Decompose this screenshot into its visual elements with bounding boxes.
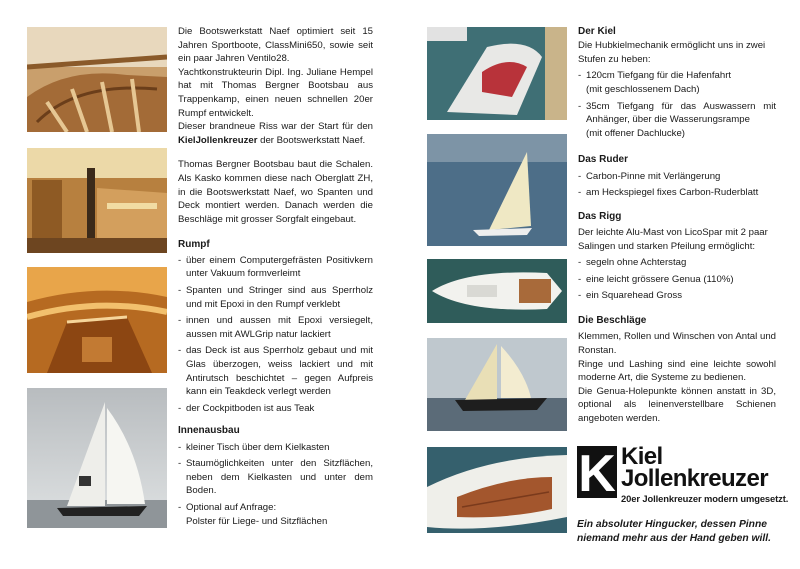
rumpf-heading: Rumpf (178, 238, 210, 250)
left-text-column (178, 25, 373, 531)
list-item: - ein Squarehead Gross (578, 289, 776, 303)
intro-paragraph-2: Yachtkonstrukteurin Dipl. Ing. Juliane Hempel hat mit Thomas Bergner Bootsbau aus Trappenkamp, einen neuen schnellen 20er Rumpf entwickelt. (178, 66, 373, 119)
rigg-text: Der leichte Alu-Mast von LicoSpar mit 2 paar Salingen und starken Pfeilung ermöglicht: (578, 227, 768, 252)
list-item-sub: (mit geschlossenem Dach) (586, 84, 700, 96)
innenausbau-heading: Innenausbau (178, 425, 240, 437)
list-item: - innen und aussen mit Epoxi versiegelt, aussen mit AWLGrip natur lackiert (178, 314, 373, 341)
deck-top-view-photo (427, 259, 567, 323)
logo-mark-letter: K (578, 446, 616, 498)
list-item-main: - 120cm Tiefgang für die Hafenfahrt (586, 70, 732, 82)
intro-paragraph-3: Dieser brandneue Riss war der Start für den KielJollenkreuzer der Bootswerkstatt Naef. (178, 121, 373, 146)
kiel-heading: Der Kiel (578, 26, 616, 37)
list-item-main: - 35cm Tiefgang für das Auswassern mit Anhänger, über die Wasserungsrampe (586, 100, 776, 126)
list-item: - das Deck ist aus Sperrholz gebaut und mit Glas überzogen, weiss lackiert und mit Antirutsch beschichtet – gegen Aufpreis kann ein Teakdeck verlegt werden (178, 344, 373, 398)
list-item-sub: (mit offener Dachlucke) (586, 127, 685, 139)
list-item: - Carbon-Pinne mit Verlängerung (578, 170, 776, 184)
docked-boat-photo (427, 27, 567, 120)
boat-under-sail-photo (427, 134, 567, 246)
kiel-list (578, 69, 776, 140)
workshop-interior-photo (27, 148, 167, 253)
list-item (178, 501, 373, 528)
rigg-list (578, 256, 776, 303)
crew-sailing-photo (427, 338, 567, 431)
wooden-cabin-photo (27, 267, 167, 373)
slogan: Ein absoluter Hingucker, dessen Pinne niemand mehr aus der Hand geben will. (577, 519, 771, 544)
hull-frame-photo (27, 27, 167, 132)
beschlaege-paragraph-3: Die Genua-Holepunkte können anstatt in 3D, optional als leinenverstellbare Schienen angeboten werden. (578, 385, 776, 424)
list-item: - am Heckspiegel fixes Carbon-Ruderblatt (578, 186, 776, 200)
innenausbau-list (178, 441, 373, 529)
rumpf-list (178, 254, 373, 416)
kiel-text: Die Hubkielmechanik ermöglicht uns in zwei Stufen zu heben: (578, 40, 766, 65)
beschlaege-paragraph-1: Klemmen, Rollen und Winschen von Antal und Ronstan. (578, 331, 776, 356)
beschlaege-heading: Die Beschläge (578, 315, 647, 327)
list-item: - Spanten und Stringer sind aus Sperrholz und mit Epoxi in den Rumpf verklebt (178, 284, 373, 311)
list-item: - über einem Computergefrästen Positivkern unter Vakuum formverleimt (178, 254, 373, 281)
k-logo-mark (577, 446, 617, 498)
list-item: - eine leicht grössere Genua (110%) (578, 273, 776, 287)
logo-tagline: 20er Jollenkreuzer modern umgesetzt. (621, 493, 789, 504)
list-item-main: - Optional auf Anfrage: (186, 502, 277, 514)
beschlaege-paragraph-2: Ringe und Lashing sind eine leichte sowohl moderne Art, die Systeme zu bedienen. (578, 358, 776, 384)
list-item: - der Cockpitboden ist aus Teak (178, 402, 373, 416)
ruder-list (578, 170, 776, 200)
list-item: - segeln ohne Achterstag (578, 256, 776, 270)
rigg-heading: Das Rigg (578, 210, 622, 222)
ruder-heading: Das Ruder (578, 154, 629, 166)
right-text-column (578, 25, 776, 426)
list-item (578, 69, 776, 96)
intro-paragraph-1: Die Bootswerkstatt Naef optimiert seit 15 Jahren Sportboote, ClassMini650, sowie seit ein paar Jahren Ventilo28. (178, 26, 373, 65)
list-item: - Staumöglichkeiten unter den Sitzflächen, neben dem Kielkasten und unter dem Boden. (178, 457, 373, 498)
list-item-sub: Polster für Liege- und Sitzflächen (186, 515, 328, 527)
list-item (578, 100, 776, 141)
logo-word-kiel: Kiel (621, 443, 663, 470)
cockpit-teak-photo (427, 447, 567, 533)
list-item: - kleiner Tisch über dem Kielkasten (178, 441, 373, 455)
construction-paragraph: Thomas Bergner Bootsbau baut die Schalen. Als Kasko kommen diese nach Oberglatt ZH, in die Bootswerkstatt Naef, wo Spanten und Deck montiert werden. Danach werden die Beschläge mit grosser Sorgfalt eingebaut. (178, 159, 373, 225)
sailing-boat-photo (27, 388, 167, 528)
logo-word-jollenkreuzer: Jollenkreuzer (621, 465, 768, 492)
kiel-jollenkreuzer-logo (577, 443, 789, 504)
